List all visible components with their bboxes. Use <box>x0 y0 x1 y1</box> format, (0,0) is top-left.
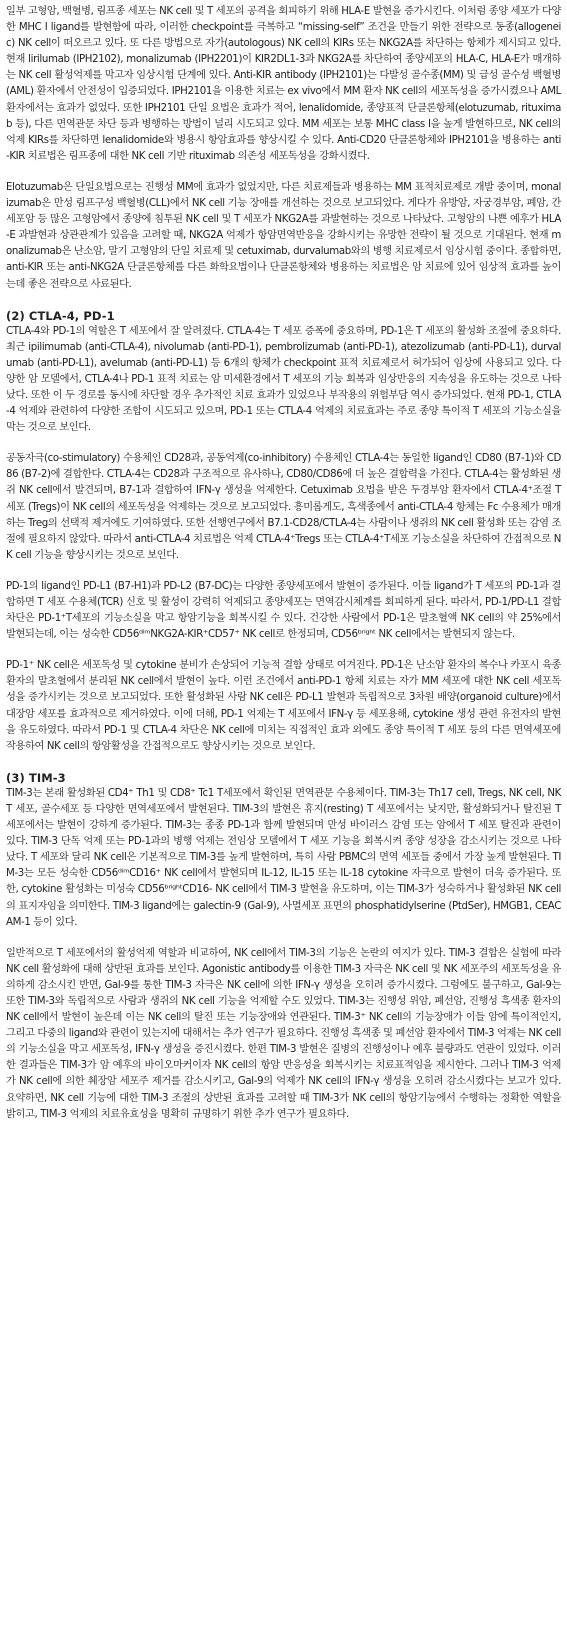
section-heading-ctla4-pd1: (2) CTLA-4, PD-1 <box>6 308 115 323</box>
ctla4-paragraph-4: PD-1⁺ NK cell은 세포독성 및 cytokine 분비가 손상되어 기능적 결함 상태로 여겨진다. PD-1은 난소암 환자의 복수나 카포시 육종 환자의 말초혈에서 분리된 NK cell에서 발현이 높다. 이런 조건에서 anti-PD-1 항체 치료는 자가 MM 세포에 대한 NK cell 세포독성을 증가시키는 것으로 보고되었다. 또한 활성화된 사람 NK cell은 PD-L1 발현과 독립적으로 3차원 배양(organoid culture)에서 대장암 세포를 효과적으로 제거하였다. 이에 더해, PD-1 억제는 T 세포에서 IFN-γ 등 세포용해, cytokine 생성 관련 유전자의 발현을 유도하였다. 따라서 PD-1 및 CTLA-4 차단은 NK cell에 미치는 직접적인 효과 외에도 종양 특이적 T 세포 등의 다른 면역세포에 작용하여 NK cell의 항암활성을 간접적으로도 향상시키는 것으로 보인다. <box>6 660 561 752</box>
section-heading-tim3: (3) TIM-3 <box>6 770 66 785</box>
intro-paragraph-2: Elotuzumab은 단일요법으로는 진행성 MM에 효과가 없었지만, 다른 치료제들과 병용하는 MM 표적치료제로 개발 중이며, monalizumab은 만성 림프구성 백혈병(CLL)에서 NK cell 기능 장애를 개선하는 것으로 보고되었다. 게다가 유방암, 자궁경부암, 폐암, 간세포암 등 많은 고형암에서 종양에 침투된 NK cell 및 T 세포가 NKG2A를 과발현하는 것으로 나타났다. 고형암의 나쁜 예후가 HLA-E 과발현과 상관관계가 있음을 고려할 때, NKG2A 억제가 항암면역반응을 강화시키는 유망한 전략이 될 것으로 기대된다. 현재 monalizumab은 난소암, 말기 고형암의 단일 치료제 및 cetuximab, durvalumab와의 병행 치료제로서 임상시험 중이다. 종합하면, anti-KIR 또는 anti-NKG2A 단클론항체를 다른 화학요법이나 단클론항체와 병용하는 치료법은 암 치료에 있어 임상적 효과를 높이는데 좋은 전략으로 사료된다. <box>6 181 561 290</box>
ctla4-paragraph-1: CTLA-4와 PD-1의 역할은 T 세포에서 잘 알려졌다. CTLA-4는 T 세포 증폭에 중요하며, PD-1은 T 세포의 활성화 조절에 중요하다. 최근 ipilimumab (anti-CTLA-4), nivolumab (anti-PD-1), pembrolizumab (anti-PD-1), atezolizumab (anti-PD-L1), durvalumab (anti-PD-L1), avelumab (anti-PD-L1) 등 6개의 항체가 checkpoint 표적 치료제로서 허가되어 임상에 사용되고 있다. 다양한 암 모델에서, CTLA-4나 PD-1 표적 치료는 암 미세환경에서 T 세포의 기능 회복과 임상반응의 지속성을 유도하는 것으로 나타났다. 또한 이 두 경로를 동시에 차단할 경우 추가적인 치료 효과가 있었으나 부작용의 위험부담 역시 증가되었다. 현재 PD-1, CTLA-4 억제와 관련하여 다양한 조합이 시도되고 있으며, PD-1 또는 CTLA-4 억제의 치료효과는 주로 종양 특이적 T 세포의 기능소실을 막는 것으로 보인다. <box>6 325 561 434</box>
ctla4-paragraph-3: PD-1의 ligand인 PD-L1 (B7-H1)과 PD-L2 (B7-DC)는 다양한 종양세포에서 발현이 증가된다. 이들 ligand가 T 세포의 PD-1과 결합하면 T 세포 수용체(TCR) 신호 및 활성이 강력히 억제되고 종양세포는 면역감시체계를 회피하게 된다. 따라서, PD-1/PD-L1 결합 차단은 PD-1⁺T세포의 기능소실을 막고 항암기능을 회복시킬 수 있다. 건강한 사람에서 PD-1은 말초혈액 NK cell의 약 25%에서 발현되는데, 이는 성숙한 CD56ᵈⁱᵐNKG2A-KIR⁺CD57⁺ NK cell로 한정되며, CD56ᵇʳⁱᵍʰᵗ NK cell에서는 발현되지 않는다. <box>6 580 561 641</box>
tim3-paragraph-2: 일반적으로 T 세포에서의 활성억제 역할과 비교하여, NK cell에서 TIM-3의 기능은 논란의 여지가 있다. TIM-3 결합은 실험에 따라 NK cell 활성화에 대해 상반된 효과를 보인다. Agonistic antibody를 이용한 TIM-3 자극은 NK cell 및 NK 세포주의 세포독성을 유의하게 감소시킨 반면, Gal-9를 통한 TIM-3 자극은 NK cell에 의한 IFN-γ 생성을 오히려 증가시켰다. 그럼에도 불구하고, Gal-9는 또한 TIM-3와 독립적으로 사람과 생쥐의 NK cell 기능을 억제할 수도 있었다. TIM-3는 진행성 위암, 폐선암, 진행성 흑색종 환자의 NK cell에서 발현이 높은데 이는 NK cell의 탈진 또는 기능장애와 연관된다. TIM-3⁺ NK cell의 기능장애가 이들 암에 특이적인지, 그리고 다중의 ligand와 관련이 있는지에 대해서는 추가 연구가 필요하다. 진행성 흑색종 및 폐선암 환자에서 TIM-3 억제는 NK cell의 기능소실을 막고 세포독성, IFN-γ 생성을 증진시켰다. 한편 TIM-3 발현은 질병의 진행성이나 예후 불량과도 연관이 있었다. 이러한 결과들은 TIM-3가 암 예후의 바이오마커이자 NK cell의 항암 반응성을 회복시키는 치료표적임을 제시한다. 그러나 TIM-3 억제가 NK cell에 의한 췌장암 세포주 제거를 감소시키고, Gal-9의 억제가 NK cell의 IFN-γ 생성을 오히려 감소시켰다는 보고가 있다. 요약하면, NK cell 기능에 대한 TIM-3 조절의 상반된 효과를 고려할 때 TIM-3가 NK cell의 항암기능에서 수행하는 정확한 역할을 밝히고, TIM-3 억제의 치료유효성을 명확히 규명하기 위한 추가 연구가 필요하다. <box>6 947 561 1120</box>
intro-paragraph-1: 일부 고형암, 백혈병, 림프종 세포는 NK cell 및 T 세포의 공격을 회피하기 위해 HLA-E 발현을 증가시킨다. 이처럼 종양 세포가 다양한 MHC I ligand를 발현함에 따라, 이러한 checkpoint를 극복하고 “missing-self” 조건을 만들기 위한 전략으로 동종(allogeneic) NK cell이 떠오르고 있다. 또 다른 방법으로 자가(autologous) NK cell의 KIRs 또는 NKG2A를 차단하는 항체가 제시되고 있다. 현재 lirilumab (IPH2102), monalizumab (IPH2201)이 KIR2DL1-3과 NKG2A를 차단하여 종양세포의 HLA-C, HLA-E가 매개하는 NK cell 활성억제를 막고자 임상시험 단계에 있다. Anti-KIR antibody (IPH2101)는 다발성 골수종(MM) 및 급성 골수성 백혈병(AML) 환자에서 안전성이 입증되었다. IPH2101을 이용한 치료는 ex vivo에서 MM 환자 NK cell의 세포독성을 증가시켰으나 AML 환자에서는 효과가 없었다. 또한 IPH2101 단일 요법은 효과가 적어, lenalidomide, 종양표적 단클론항체(elotuzumab, rituximab 등), 다른 면역관문 차단 등과 병행하는 방법이 널리 시도되고 있다. MM 세포는 보통 MHC class I을 높게 발현하므로, NK cell의 억제 KIRs를 차단하면 lenalidomide와 병용시 항암효과를 향상시킬 수 있다. Anti-CD20 단클론항체와 IPH2101을 병용하는 anti-KIR 치료법은 림프종에 대한 NK cell 기반 rituximab 의존성 세포독성을 강화시켰다. <box>6 6 561 162</box>
ctla4-paragraph-2: 공동자극(co-stimulatory) 수용체인 CD28과, 공동억제(co-inhibitory) 수용체인 CTLA-4는 동일한 ligand인 CD80 (B7-1)와 CD86 (B7-2)에 결합한다. CTLA-4는 CD28과 구조적으로 유사하나, CD80/CD86에 더 높은 결합력을 가진다. CTLA-4는 활성화된 생쥐 NK cell에서 발견되며, B7-1과 결합하여 IFN-γ 생성을 억제한다. Cetuximab 요법을 받은 두경부암 환자에서 CTLA-4⁺조절 T 세포 (Tregs)이 NK cell의 세포독성을 억제하는 것으로 보고되었다. 흥미롭게도, 흑색종에서 anti-CTLA-4 항체는 Fc 수용체가 매개하는 Treg의 선택적 제거에도 기여하였다. 또한 선행연구에서 B7.1-CD28/CTLA-4는 사람이나 생쥐의 NK cell 활성화 또는 감염 조절에 필요하지 않았다. 따라서 anti-CTLA-4 치료법은 억제 CTLA-4⁺Tregs 또는 CTLA-4⁺T세포 기능소실을 차단하여 간접적으로 NK cell 기능을 향상시키는 것으로 보인다. <box>6 453 561 561</box>
tim3-paragraph-1: TIM-3는 본래 활성화된 CD4⁺ Th1 및 CD8⁺ Tc1 T세포에서 확인된 면역관문 수용체이다. TIM-3는 Th17 cell, Tregs, NK cell, NKT 세포, 골수세포 등 다양한 면역세포에서 발현된다. TIM-3의 발현은 휴지(resting) T 세포에서는 낮지만, 활성화되거나 탈진된 T 세포에서는 발현이 강하게 증가된다. TIM-3는 종종 PD-1과 함께 발현되며 만성 바이러스 감염 또는 암에서 T 세포 탈진과 관련이 있다. TIM-3 단독 억제 또는 PD-1과의 병행 억제는 전임상 모델에서 T 세포 기능을 회복시켜 종양 성장을 감소시키는 것으로 나타났다. T 세포와 달리 NK cell은 기본적으로 TIM-3를 높게 발현하며, 특히 사람 PBMC의 면역 세포들 중에서 가장 높게 발현된다. TIM-3는 모든 성숙한 CD56ᵈⁱᵐCD16⁺ NK cell에서 발현되며 IL-12, IL-15 또는 IL-18 cytokine 자극으로 발현이 더욱 증가된다. 또한, cytokine 활성화는 미성숙 CD56ᵇʳⁱᵍʰᵗCD16- NK cell에서 TIM-3 발현을 유도하며, 이는 TIM-3가 성숙하거나 활성화된 NK cell의 표지자임을 의미한다. TIM-3 ligand에는 galectin-9 (Gal-9), 사멸세포 표면의 phosphatidylserine (PtdSer), HMGB1, CEACAM-1 등이 있다. <box>6 787 561 928</box>
